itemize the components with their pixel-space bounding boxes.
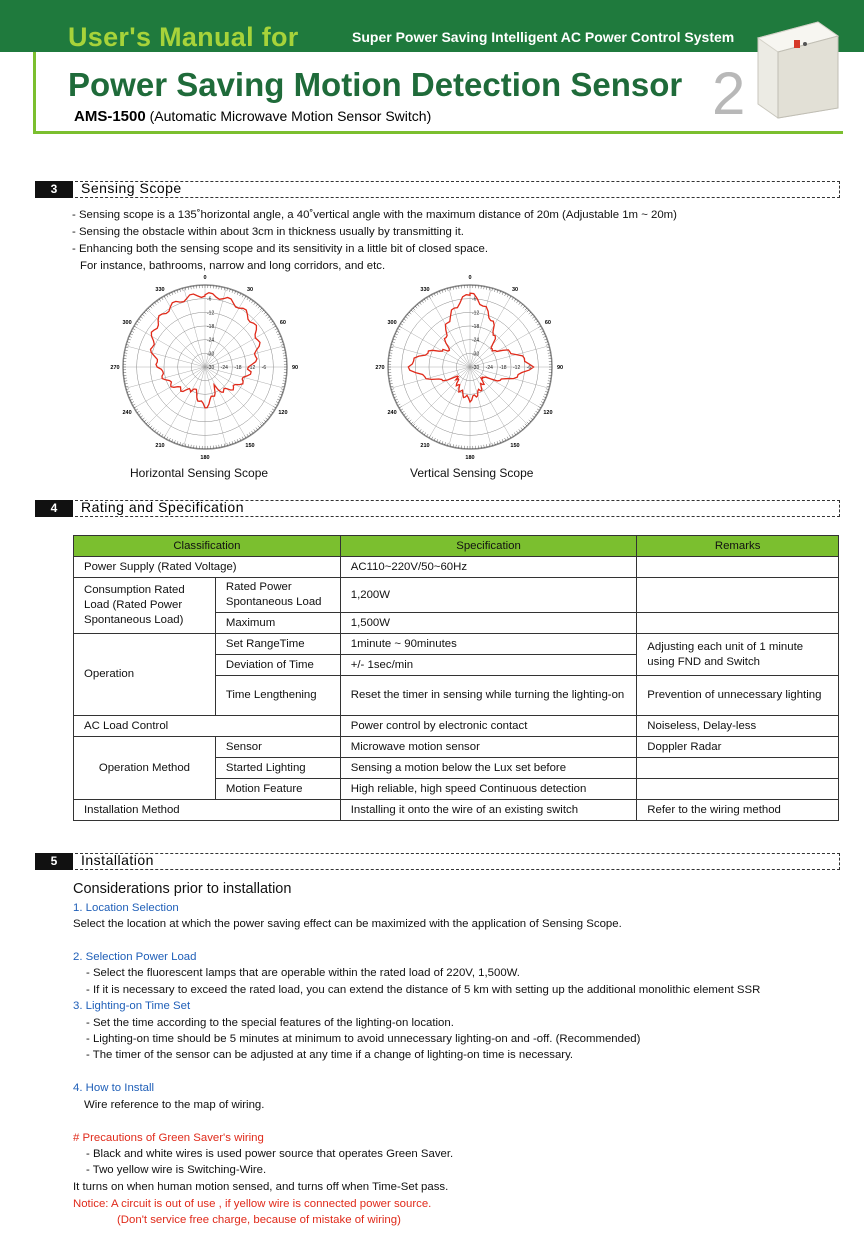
polar-tick xyxy=(258,426,260,428)
polar-tick xyxy=(159,432,161,434)
install-p4: Wire reference to the map of wiring. xyxy=(84,1099,265,1111)
polar-tick xyxy=(529,420,531,422)
angle-label: 330 xyxy=(155,287,165,294)
polar-tick xyxy=(266,418,268,420)
polar-spoke xyxy=(412,309,470,367)
polar-tick xyxy=(415,306,417,308)
polar-tick xyxy=(402,321,404,323)
table-cell: Installing it onto the wire of an existing switch xyxy=(340,800,637,821)
table-cell: Refer to the wiring method xyxy=(637,800,839,821)
polar-tick xyxy=(525,424,527,426)
precaution-1: - Black and white wires is used power source that operates Green Saver. xyxy=(86,1148,454,1160)
angle-label: 270 xyxy=(375,365,385,371)
polar-tick xyxy=(413,424,415,426)
polar-tick xyxy=(142,314,144,316)
vertical-polar-chart xyxy=(370,275,570,465)
install-h4: 4. How to Install xyxy=(73,1082,155,1094)
polar-tick xyxy=(404,413,406,415)
table-cell: Set RangeTime xyxy=(215,634,340,655)
table-cell xyxy=(637,779,839,800)
polar-tick xyxy=(407,314,409,316)
polar-tick xyxy=(535,321,537,323)
section-number: 3 xyxy=(35,181,73,198)
polar-tick xyxy=(422,301,424,303)
angle-label: 180 xyxy=(465,455,475,461)
polar-tick xyxy=(157,431,159,433)
table-cell xyxy=(637,557,839,578)
polar-tick xyxy=(532,317,534,319)
polar-tick xyxy=(521,428,523,430)
polar-tick xyxy=(417,428,419,430)
polar-spoke xyxy=(205,326,276,367)
divider xyxy=(75,197,840,198)
polar-tick xyxy=(531,314,533,316)
polar-tick xyxy=(140,317,142,319)
axis-label: -18 xyxy=(499,365,507,371)
table-header-row xyxy=(74,536,839,557)
polar-spoke xyxy=(164,367,205,438)
polar-tick xyxy=(146,422,148,424)
polar-tick xyxy=(535,411,537,413)
ring-label: -24 xyxy=(472,337,480,344)
polar-tick xyxy=(264,312,266,314)
install-h3: 3. Lighting-on Time Set xyxy=(73,1000,191,1012)
polar-tick xyxy=(270,411,272,413)
angle-label: 90 xyxy=(291,365,299,371)
polar-tick xyxy=(516,431,518,433)
polar-tick xyxy=(534,319,536,321)
table-cell: Time Lengthening xyxy=(215,676,340,716)
header-cell: Classification xyxy=(74,536,341,557)
manual-for-title: User's Manual for xyxy=(68,22,299,52)
table-row xyxy=(74,634,839,655)
table-cell: Noiseless, Delay-less xyxy=(637,716,839,737)
divider xyxy=(75,516,840,517)
polar-tick xyxy=(422,431,424,433)
section-3-header xyxy=(35,181,840,201)
polar-tick xyxy=(269,319,271,321)
section-number: 5 xyxy=(35,853,73,870)
polar-spoke xyxy=(134,326,205,367)
polar-tick xyxy=(262,422,264,424)
ring-label: -30 xyxy=(472,351,480,358)
table-cell: Rated Power Spontaneous Load xyxy=(215,578,340,613)
polar-tick xyxy=(269,413,271,415)
scope-line-4: For instance, bathrooms, narrow and long corridors, and etc. xyxy=(80,260,386,272)
polar-tick xyxy=(144,312,146,314)
table-cell xyxy=(637,578,839,613)
divider xyxy=(75,500,840,501)
notice-2: (Don't service free charge, because of mistake of wiring) xyxy=(117,1214,401,1226)
product-title: Power Saving Motion Detection Sensor xyxy=(68,66,683,103)
polar-tick xyxy=(527,310,529,312)
angle-label: 240 xyxy=(387,410,397,416)
vertical-pattern-curve xyxy=(408,293,533,402)
angle-label: 30 xyxy=(511,287,519,294)
polar-tick xyxy=(152,428,154,430)
polar-tick xyxy=(519,302,521,304)
spec-table xyxy=(73,535,839,821)
section-title: Rating and Specification xyxy=(81,499,244,515)
horizontal-chart-label: Horizontal Sensing Scope xyxy=(130,466,269,480)
table-cell: Installation Method xyxy=(74,800,341,821)
table-cell: Prevention of unnecessary lighting xyxy=(637,676,839,716)
table-cell: Maximum xyxy=(215,613,340,634)
polar-tick xyxy=(405,416,407,418)
table-row xyxy=(74,557,839,578)
polar-tick xyxy=(404,319,406,321)
polar-tick xyxy=(527,422,529,424)
header-cell: Remarks xyxy=(637,536,839,557)
polar-tick xyxy=(150,426,152,428)
polar-tick xyxy=(249,432,251,434)
polar-tick xyxy=(251,431,253,433)
ring-label: -18 xyxy=(207,324,215,330)
install-h2: 2. Selection Power Load xyxy=(73,951,197,963)
precaution-2: - Two yellow wire is Switching-Wire. xyxy=(86,1164,267,1176)
polar-tick xyxy=(529,312,531,314)
polar-tick xyxy=(424,432,426,434)
table-cell: Power Supply (Rated Voltage) xyxy=(74,557,341,578)
table-cell: +/- 1sec/min xyxy=(340,655,637,676)
polar-tick xyxy=(262,310,264,312)
angle-label: 270 xyxy=(110,365,120,371)
polar-tick xyxy=(155,302,157,304)
install-h1: 1. Location Selection xyxy=(73,902,179,914)
vertical-chart-label: Vertical Sensing Scope xyxy=(410,466,534,480)
table-row xyxy=(74,737,839,758)
table-cell xyxy=(637,613,839,634)
section-5-header xyxy=(35,853,840,873)
polar-tick xyxy=(409,420,411,422)
scope-line-2: - Sensing the obstacle within about 3cm in thickness usually by transmitting it. xyxy=(72,226,464,238)
polar-tick xyxy=(260,424,262,426)
axis-label: -6 xyxy=(261,365,267,371)
table-cell: Operation xyxy=(74,634,216,716)
angle-label: 60 xyxy=(544,320,552,326)
polar-tick xyxy=(415,426,417,428)
polar-tick xyxy=(267,416,269,418)
table-cell: 1,500W xyxy=(340,613,637,634)
polar-tick xyxy=(405,317,407,319)
angle-label: 300 xyxy=(122,320,132,326)
table-cell: Doppler Radar xyxy=(637,737,839,758)
header-cell: Specification xyxy=(340,536,637,557)
polar-tick xyxy=(155,429,157,431)
polar-tick xyxy=(267,317,269,319)
angle-label: 120 xyxy=(543,410,553,416)
polar-spoke xyxy=(470,326,541,367)
table-cell: Power control by electronic contact xyxy=(340,716,637,737)
table-cell: Sensor xyxy=(215,737,340,758)
polar-tick xyxy=(137,321,139,323)
divider xyxy=(839,500,840,517)
polar-spoke xyxy=(205,367,246,438)
axis-label: -12 xyxy=(248,365,256,371)
angle-label: 330 xyxy=(420,287,430,294)
angle-label: 60 xyxy=(279,320,287,326)
polar-tick xyxy=(519,429,521,431)
polar-tick xyxy=(254,429,256,431)
model-line xyxy=(74,108,431,125)
divider xyxy=(75,869,840,870)
polar-tick xyxy=(256,304,258,306)
table-cell: 1,200W xyxy=(340,578,637,613)
polar-tick xyxy=(146,310,148,312)
notice-1: Notice: A circuit is out of use , if yellow wire is connected power source. xyxy=(73,1198,432,1210)
polar-spoke xyxy=(429,296,470,367)
table-cell: Operation Method xyxy=(74,737,216,800)
polar-tick xyxy=(254,302,256,304)
polar-tick xyxy=(140,416,142,418)
polar-tick xyxy=(514,299,516,301)
divider xyxy=(839,181,840,198)
polar-tick xyxy=(420,429,422,431)
polar-tick xyxy=(270,321,272,323)
table-row xyxy=(74,800,839,821)
section-4-header xyxy=(35,500,840,520)
axis-label: -6 xyxy=(526,365,532,371)
polar-tick xyxy=(413,308,415,310)
polar-spoke xyxy=(470,367,511,438)
ring-label: -12 xyxy=(472,310,480,317)
polar-tick xyxy=(523,426,525,428)
polar-tick xyxy=(521,304,523,306)
angle-label: 210 xyxy=(420,442,430,449)
angle-label: 120 xyxy=(278,410,288,416)
polar-tick xyxy=(139,319,141,321)
angle-label: 0 xyxy=(468,275,472,281)
polar-tick xyxy=(514,432,516,434)
polar-tick xyxy=(424,299,426,301)
polar-tick xyxy=(417,304,419,306)
install-p1: Select the location at which the power saving effect can be maximized with the application of Sensing Scope. xyxy=(73,918,622,930)
install-heading: Considerations prior to installation xyxy=(73,881,292,897)
polar-tick xyxy=(137,411,139,413)
axis-label: -30 xyxy=(472,365,480,371)
polar-spoke xyxy=(429,367,470,438)
ring-label: -6 xyxy=(207,296,212,303)
angle-label: 240 xyxy=(122,410,132,416)
polar-tick xyxy=(534,413,536,415)
polar-tick xyxy=(411,422,413,424)
model-desc: (Automatic Microwave Motion Sensor Switch) xyxy=(149,108,432,124)
polar-tick xyxy=(139,413,141,415)
polar-spoke xyxy=(134,367,205,408)
polar-tick xyxy=(516,301,518,303)
install-p2b: - If it is necessary to exceed the rated load, you can extend the distance of 5 km with setting up the additional monolithic element SSR xyxy=(86,984,761,996)
table-cell: AC110~220V/50~60Hz xyxy=(340,557,637,578)
polar-tick xyxy=(148,424,150,426)
table-cell: Motion Feature xyxy=(215,779,340,800)
polar-tick xyxy=(256,428,258,430)
scope-line-1: - Sensing scope is a 135˚horizontal angle, a 40˚vertical angle with the maximum distance of 20m (Adjustable 1m ~ 20m) xyxy=(72,209,677,221)
precautions-heading: # Precautions of Green Saver's wiring xyxy=(73,1132,264,1144)
model-code: AMS-1500 xyxy=(74,108,146,125)
polar-tick xyxy=(249,299,251,301)
polar-tick xyxy=(150,306,152,308)
scope-line-3: - Enhancing both the sensing scope and its sensitivity in a little bit of closed space. xyxy=(72,243,488,255)
angle-label: 300 xyxy=(387,320,397,326)
polar-spoke xyxy=(412,367,470,425)
install-p3a: - Set the time according to the special features of the lighting-on location. xyxy=(86,1017,454,1029)
polar-tick xyxy=(525,308,527,310)
divider xyxy=(839,853,840,870)
polar-spoke xyxy=(470,367,528,425)
polar-tick xyxy=(142,418,144,420)
install-p2a: - Select the fluorescent lamps that are operable within the rated load of 220V, 1,500W. xyxy=(86,967,520,979)
table-cell xyxy=(637,758,839,779)
section-title: Installation xyxy=(81,852,154,868)
polar-tick xyxy=(157,301,159,303)
table-cell: Deviation of Time xyxy=(215,655,340,676)
angle-label: 90 xyxy=(556,365,564,371)
ring-label: -18 xyxy=(472,324,480,330)
install-p3c: - The timer of the sensor can be adjusted at any time if a change of lighting-on time is necessary. xyxy=(86,1049,574,1061)
divider xyxy=(75,181,840,182)
ring-label: -30 xyxy=(207,351,215,358)
page-number: 2 xyxy=(712,60,746,127)
horizontal-polar-chart xyxy=(105,275,305,465)
ring-label: -6 xyxy=(472,296,477,303)
ring-label: -12 xyxy=(207,310,215,317)
system-subtitle: Super Power Saving Intelligent AC Power Control System xyxy=(352,29,735,45)
angle-label: 0 xyxy=(203,275,207,281)
polar-tick xyxy=(409,312,411,314)
table-cell: Microwave motion sensor xyxy=(340,737,637,758)
polar-tick xyxy=(148,308,150,310)
section-title: Sensing Scope xyxy=(81,180,182,196)
polar-tick xyxy=(402,411,404,413)
table-cell: Adjusting each unit of 1 minute using FND and Switch xyxy=(637,634,839,676)
axis-label: -24 xyxy=(220,365,228,371)
polar-spoke xyxy=(399,326,470,367)
angle-label: 180 xyxy=(200,455,210,461)
polar-tick xyxy=(420,302,422,304)
polar-tick xyxy=(266,314,268,316)
axis-label: -18 xyxy=(234,365,242,371)
angle-label: 150 xyxy=(245,442,255,449)
polar-tick xyxy=(258,306,260,308)
sensor-device-image xyxy=(748,16,844,120)
polar-tick xyxy=(260,308,262,310)
angle-label: 30 xyxy=(246,287,254,294)
ring-label: -24 xyxy=(207,337,215,344)
divider xyxy=(75,853,840,854)
table-cell: Reset the timer in sensing while turning the lighting-on xyxy=(340,676,637,716)
table-cell: Consumption Rated Load (Rated Power Spontaneous Load) xyxy=(74,578,216,634)
precaution-3: It turns on when human motion sensed, and turns off when Time-Set pass. xyxy=(73,1181,449,1193)
polar-tick xyxy=(523,306,525,308)
table-cell: Started Lighting xyxy=(215,758,340,779)
section-number: 4 xyxy=(35,500,73,517)
axis-label: -12 xyxy=(513,365,521,371)
angle-label: 150 xyxy=(510,442,520,449)
table-cell: 1minute ~ 90minutes xyxy=(340,634,637,655)
table-cell: High reliable, high speed Continuous detection xyxy=(340,779,637,800)
table-cell: AC Load Control xyxy=(74,716,341,737)
table-row xyxy=(74,578,839,613)
install-p3b: - Lighting-on time should be 5 minutes at minimum to avoid unnecessary lighting-on and -off. (Recommended) xyxy=(86,1033,641,1045)
polar-tick xyxy=(251,301,253,303)
angle-label: 210 xyxy=(155,442,165,449)
polar-tick xyxy=(531,418,533,420)
axis-label: -24 xyxy=(485,365,493,371)
table-cell: Sensing a motion below the Lux set before xyxy=(340,758,637,779)
polar-tick xyxy=(411,310,413,312)
polar-tick xyxy=(144,420,146,422)
axis-label: -30 xyxy=(207,365,215,371)
polar-tick xyxy=(407,418,409,420)
table-row xyxy=(74,716,839,737)
polar-tick xyxy=(159,299,161,301)
polar-tick xyxy=(264,420,266,422)
polar-tick xyxy=(532,416,534,418)
polar-tick xyxy=(152,304,154,306)
